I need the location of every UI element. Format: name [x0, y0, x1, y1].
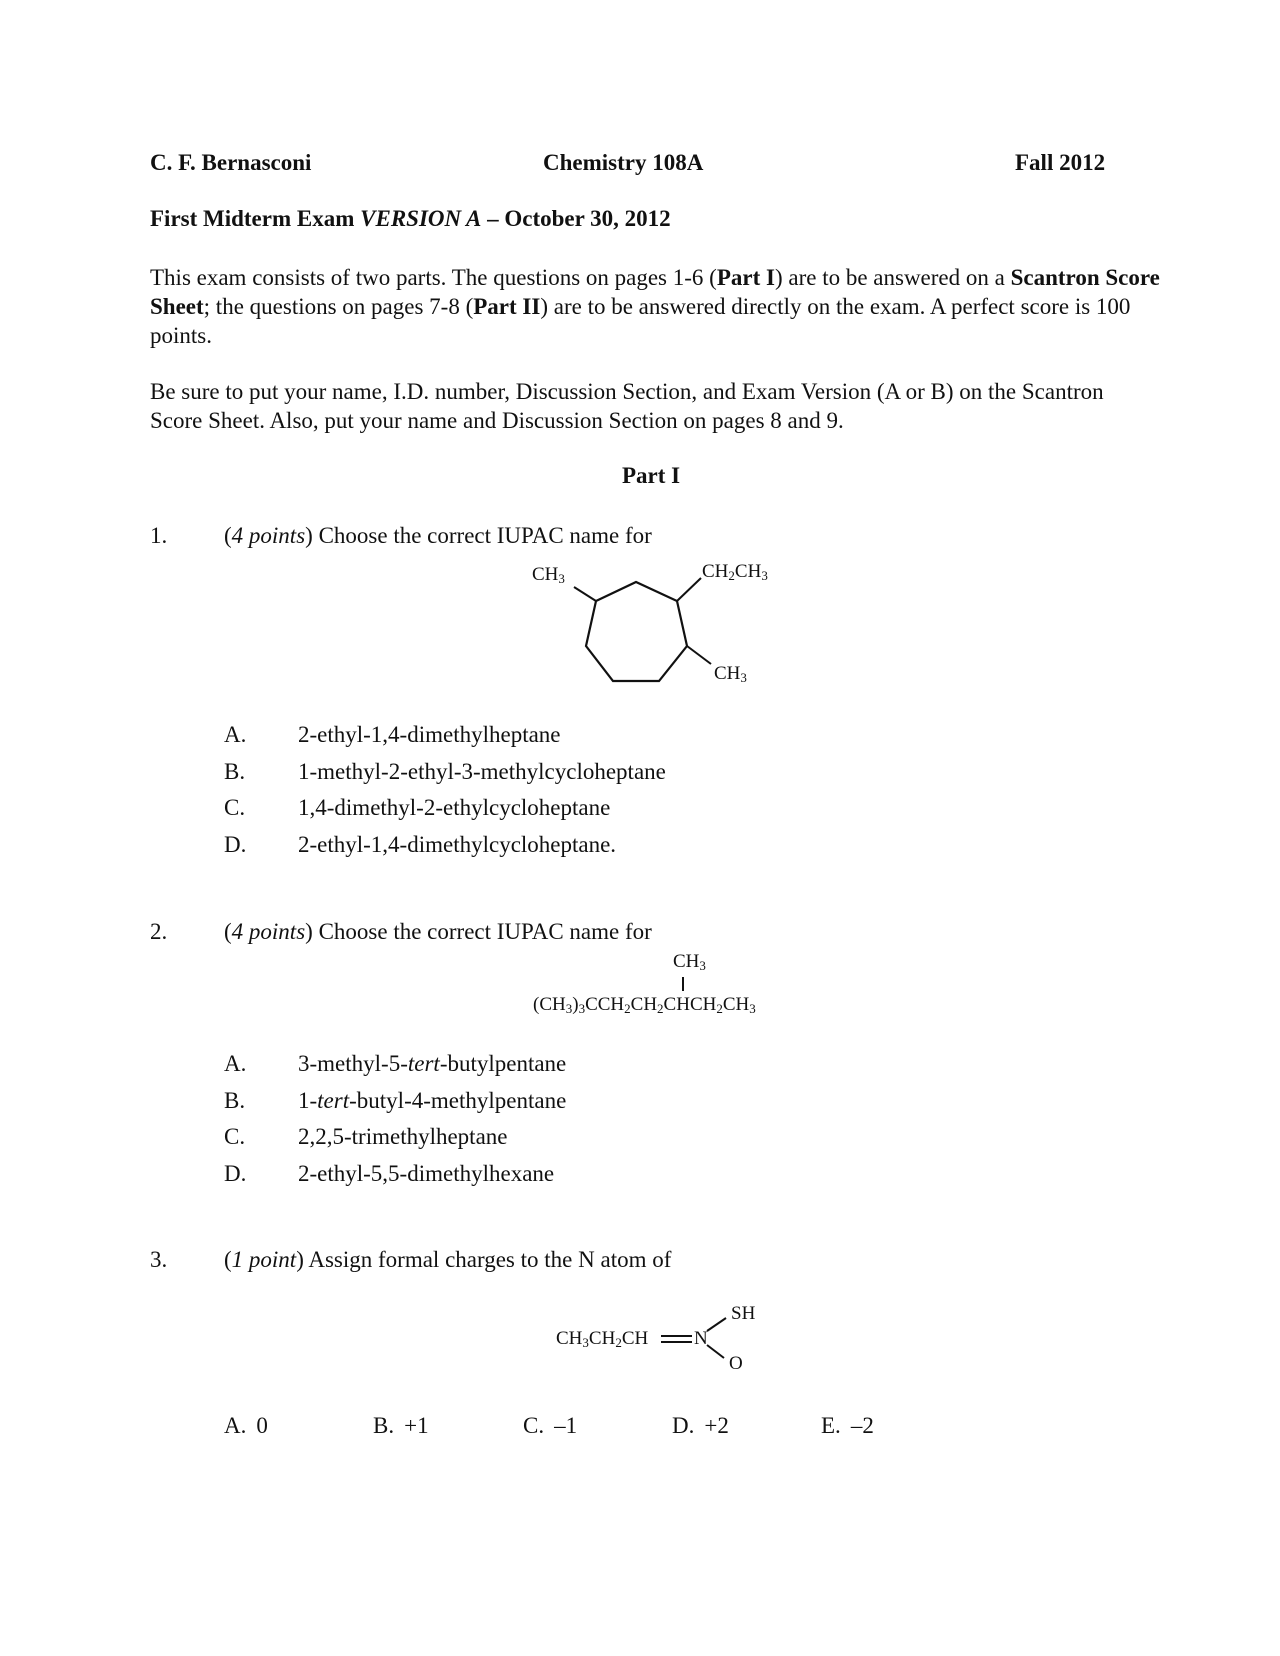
q2-prompt: (4 points) Choose the correct IUPAC name for [224, 919, 652, 944]
q3-answer-d[interactable]: D. +2 [672, 1413, 729, 1438]
intro-bold-part-i: Part I [716, 265, 775, 290]
term: Fall 2012 [1015, 150, 1106, 175]
q2-option-letter[interactable]: C. [224, 1124, 246, 1149]
q1-points: 4 points [231, 523, 306, 548]
q1-option-text: 2-ethyl-1,4-dimethylheptane [298, 722, 561, 747]
q2-number: 2. [150, 919, 168, 944]
q1-option-text: 1,4-dimethyl-2-ethylcycloheptane [298, 795, 611, 820]
q1-ch3-left: $CH_3$ [532, 564, 565, 586]
bond-n-sh [707, 1318, 726, 1331]
q2-option-text: 1-tert-butyl-4-methylpentane [298, 1088, 567, 1113]
exam-version: VERSION A [360, 206, 482, 231]
q3-answer-e[interactable]: E. –2 [821, 1413, 874, 1438]
q3-sh: SH [731, 1303, 756, 1324]
q2-text: Choose the correct IUPAC name for [312, 919, 652, 944]
q1-option-letter[interactable]: B. [224, 759, 246, 784]
q1-number: 1. [150, 523, 168, 548]
q1-option-letter[interactable]: A. [224, 722, 247, 747]
intro-text: ) are to be answered on a [774, 265, 1011, 290]
q2-points: 4 points [231, 919, 306, 944]
intro-bold-part-ii: Part II [473, 294, 541, 319]
course-name: Chemistry 108A [543, 150, 704, 175]
exam-title-prefix: First Midterm Exam [150, 206, 361, 231]
q2-option-text: 2,2,5-trimethylheptane [298, 1124, 508, 1149]
q2-formula: $(CH_3)_3CCH_2CH_2CHCH_2CH_3$ [533, 994, 756, 1016]
q1-option-letter[interactable]: C. [224, 795, 246, 820]
exam-title-suffix: – October 30, 2012 [481, 206, 671, 231]
bond-ethyl [677, 578, 701, 601]
bond-n-o [707, 1345, 724, 1358]
q2-branch-ch3: $CH_3$ [673, 951, 706, 973]
q3-points: 1 point [231, 1247, 297, 1272]
intro-text: This exam consists of two parts. The questions on pages 1-6 ( [150, 265, 717, 290]
q1-option-letter[interactable]: D. [224, 832, 247, 857]
intro-bold-scantron: Scantron Score Sheet [150, 265, 1160, 319]
q3-prompt: (1 point) Assign formal charges to the N atom of [224, 1247, 672, 1272]
instructor-name: C. F. Bernasconi [150, 150, 312, 175]
q3-n-atom: N [694, 1328, 708, 1349]
q1-text: Choose the correct IUPAC name for [312, 523, 652, 548]
part-heading: Part I [622, 463, 681, 488]
q3-o-atom: O [729, 1353, 743, 1374]
bond-methyl-right [687, 646, 711, 664]
q3-number: 3. [150, 1247, 168, 1272]
q3-answer-b[interactable]: B. +1 [373, 1413, 429, 1438]
q1-ethyl: $CH_2CH_3$ [702, 561, 768, 583]
q3-text: Assign formal charges to the N atom of [303, 1247, 672, 1272]
q1-option-text: 1-methyl-2-ethyl-3-methylcycloheptane [298, 759, 666, 784]
bond-methyl-left [574, 587, 596, 601]
intro-text: ) are to be answered directly on the exam. A perfect score is 100 points. [150, 294, 1131, 348]
q2-option-text: 3-methyl-5-tert-butylpentane [298, 1051, 567, 1076]
intro-text: ; the questions on pages 7-8 ( [203, 294, 474, 319]
q1-option-text: 2-ethyl-1,4-dimethylcycloheptane. [298, 832, 617, 857]
q3-answer-a[interactable]: A. 0 [224, 1413, 268, 1438]
q1-prompt: (4 points) Choose the correct IUPAC name for [224, 523, 652, 548]
q2-option-letter[interactable]: D. [224, 1161, 247, 1186]
q2-option-letter[interactable]: B. [224, 1088, 246, 1113]
q3-answer-c[interactable]: C. –1 [523, 1413, 578, 1438]
q1-ch3-right: $CH_3$ [714, 663, 747, 685]
q3-chain: $CH_3CH_2CH$ [556, 1328, 649, 1350]
q2-option-letter[interactable]: A. [224, 1051, 247, 1076]
intro-paragraph-2: Be sure to put your name, I.D. number, Discussion Section, and Exam Version (A or B) on the Scantron Score Sheet. Also, put your name and Discussion Section on pages 8 and 9. [150, 379, 1104, 433]
q2-option-text: 2-ethyl-5,5-dimethylhexane [298, 1161, 555, 1186]
cycloheptane-ring [586, 582, 687, 681]
